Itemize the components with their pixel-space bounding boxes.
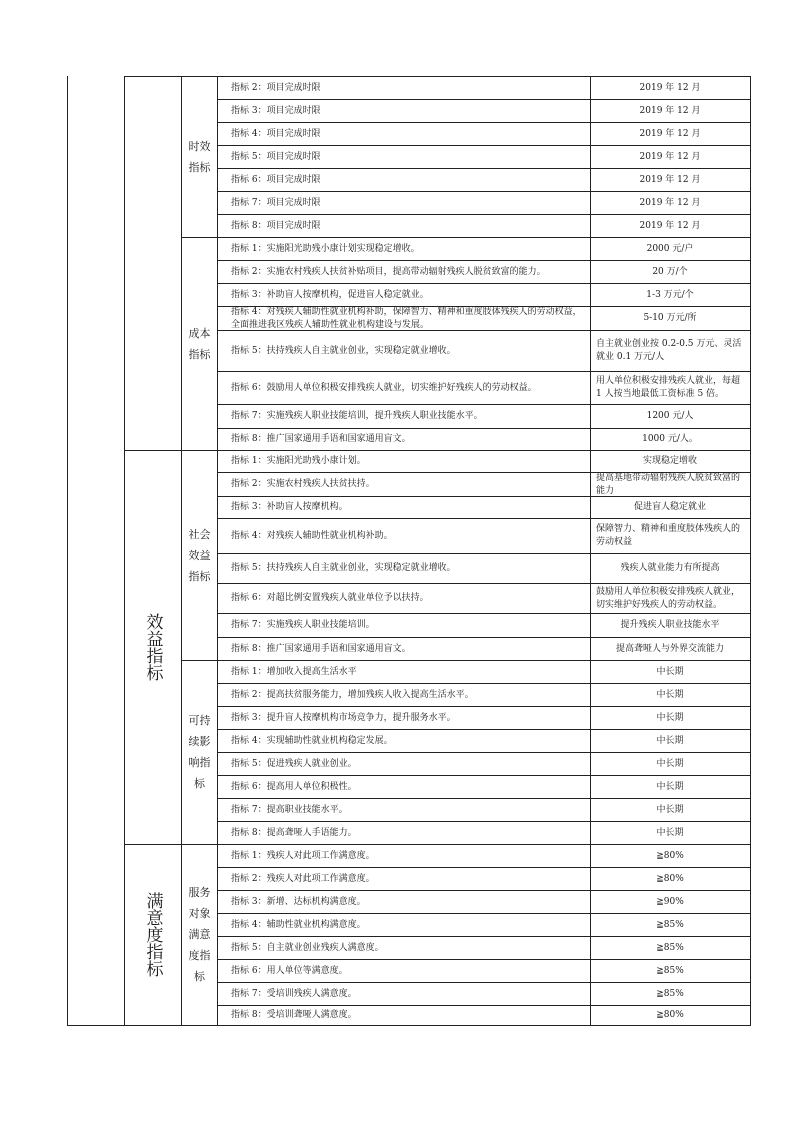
value-cell: ≧85% bbox=[656, 942, 684, 953]
value-cell: 2019 年 12 月 bbox=[639, 128, 701, 139]
indicator-cell: 指标 6：鼓励用人单位积极安排残疾人就业，切实维护好残疾人的劳动权益。 bbox=[231, 382, 537, 393]
value-cell: 2019 年 12 月 bbox=[639, 197, 701, 208]
value-cell: 促进盲人稳定就业 bbox=[633, 502, 706, 512]
value-cell: 中长期 bbox=[656, 735, 684, 746]
indicator-cell: 指标 8：推广国家通用手语和国家通用盲文。 bbox=[231, 643, 411, 654]
table-border bbox=[67, 76, 68, 1026]
indicator-cell: 指标 5：促进残疾人就业创业。 bbox=[231, 758, 357, 769]
indicator-cell: 指标 3：新增、达标机构满意度。 bbox=[231, 896, 366, 907]
indicator-cell: 指标 3：补助盲人按摩机构。 bbox=[231, 502, 348, 512]
indicator-cell: 指标 8：项目完成时限 bbox=[231, 220, 321, 231]
value-cell: 提升残疾人职业技能水平 bbox=[620, 620, 720, 630]
value-cell: 2019 年 12 月 bbox=[639, 220, 701, 231]
indicator-cell: 指标 4：对残疾人辅助性就业机构补助，保障智力、精神和重度肢体残疾人的劳动权益，全面推进我区残疾人辅助性就业机构建设与发展。 bbox=[231, 307, 582, 330]
indicator-cell: 指标 5：扶持残疾人自主就业创业，实现稳定就业增收。 bbox=[231, 563, 456, 573]
section-label: 效益指标 bbox=[142, 613, 163, 681]
value-cell: ≧80% bbox=[656, 873, 684, 884]
subgroup-label: 服务 对象 满意 度指 标 bbox=[188, 886, 211, 983]
indicator-cell: 指标 2：实施农村残疾人扶贫补贴项目，提高带动辐射残疾人脱贫致富的能力。 bbox=[231, 266, 546, 277]
value-cell: ≧85% bbox=[656, 919, 684, 930]
indicator-cell: 指标 3：提升盲人按摩机构市场竞争力，提升服务水平。 bbox=[231, 712, 456, 723]
subgroup-label: 时效 指标 bbox=[188, 139, 211, 174]
indicator-cell: 指标 1：增加收入提高生活水平 bbox=[231, 666, 357, 677]
indicator-cell: 指标 3：项目完成时限 bbox=[231, 105, 321, 116]
value-cell: ≧85% bbox=[656, 965, 684, 976]
value-cell: 20 万/个 bbox=[652, 266, 688, 277]
indicator-cell: 指标 3：补助盲人按摩机构，促进盲人稳定就业。 bbox=[231, 289, 429, 300]
indicator-cell: 指标 4：实现辅助性就业机构稳定发展。 bbox=[231, 735, 393, 746]
indicator-cell: 指标 4：项目完成时限 bbox=[231, 128, 321, 139]
indicator-cell: 指标 4：对残疾人辅助性就业机构补助。 bbox=[231, 530, 393, 541]
value-cell: 中长期 bbox=[656, 781, 684, 792]
value-cell: 保障智力、精神和重度肢体残疾人的劳动权益 bbox=[596, 524, 741, 547]
subgroup-label: 可持 续影 响指 标 bbox=[188, 714, 211, 790]
value-cell: 2000 元/户 bbox=[646, 243, 694, 254]
value-cell: 1200 元/人 bbox=[646, 411, 694, 421]
indicator-cell: 指标 7：项目完成时限 bbox=[231, 197, 321, 208]
indicator-cell: 指标 6：用人单位等满意度。 bbox=[231, 965, 348, 976]
indicator-cell: 指标 5：项目完成时限 bbox=[231, 151, 321, 162]
value-cell: 中长期 bbox=[656, 758, 684, 769]
indicator-cell: 指标 1：实施阳光助残小康计划。 bbox=[231, 456, 366, 466]
value-cell: 2019 年 12 月 bbox=[639, 105, 701, 116]
indicator-cell: 指标 1：实施阳光助残小康计划实现稳定增收。 bbox=[231, 243, 420, 254]
value-cell: ≧80% bbox=[656, 850, 684, 861]
value-cell: 1-3 万元/个 bbox=[646, 289, 694, 300]
value-cell: 实现稳定增收 bbox=[642, 456, 697, 466]
indicator-cell: 指标 7：实施残疾人职业技能培训，提升残疾人职业技能水平。 bbox=[231, 411, 483, 421]
value-cell: 残疾人就业能力有所提高 bbox=[620, 563, 720, 573]
value-cell: 提高聋哑人与外界交流能力 bbox=[615, 643, 724, 654]
indicator-cell: 指标 6：提高用人单位积极性。 bbox=[231, 781, 357, 792]
value-cell: 5-10 万元/所 bbox=[643, 313, 697, 323]
indicator-cell: 指标 6：项目完成时限 bbox=[231, 174, 321, 185]
subgroup-label: 社会 效益 指标 bbox=[188, 527, 211, 583]
value-cell: 鼓励用人单位积极安排残疾人就业，切实维护好残疾人的劳动权益。 bbox=[596, 586, 741, 610]
value-cell: 用人单位积极安排残疾人就业，每超 1 人按当地最低工资标准 5 倍。 bbox=[596, 376, 741, 399]
indicator-cell: 指标 4：辅助性就业机构满意度。 bbox=[231, 919, 366, 930]
value-cell: 中长期 bbox=[656, 689, 684, 700]
value-cell: 中长期 bbox=[656, 712, 684, 723]
indicator-cell: 指标 2：残疾人对此项工作满意度。 bbox=[231, 873, 375, 884]
section-label: 满意度指标 bbox=[142, 892, 163, 977]
table-border bbox=[750, 76, 751, 1026]
section-label bbox=[124, 76, 181, 450]
value-cell: 自主就业创业按 0.2-0.5 万元、灵活就业 0.1 万元/人 bbox=[596, 339, 742, 362]
value-cell: 中长期 bbox=[656, 827, 684, 838]
table-border bbox=[67, 1025, 751, 1026]
indicator-cell: 指标 7：提高职业技能水平。 bbox=[231, 804, 348, 815]
indicator-cell: 指标 1：残疾人对此项工作满意度。 bbox=[231, 850, 375, 861]
value-cell: 中长期 bbox=[656, 666, 684, 677]
indicator-cell: 指标 2：提高扶贫服务能力，增加残疾人收入提高生活水平。 bbox=[231, 689, 474, 700]
subgroup-label: 成本 指标 bbox=[188, 326, 211, 361]
indicator-cell: 指标 2：项目完成时限 bbox=[231, 82, 321, 93]
value-cell: 2019 年 12 月 bbox=[639, 174, 701, 185]
value-cell: 1000 元/人。 bbox=[642, 434, 698, 444]
indicator-cell: 指标 6：对超比例安置残疾人就业单位予以扶持。 bbox=[231, 593, 429, 603]
indicator-cell: 指标 8：推广国家通用手语和国家通用盲文。 bbox=[231, 434, 411, 444]
value-cell: 2019 年 12 月 bbox=[639, 82, 701, 93]
value-cell: 中长期 bbox=[656, 804, 684, 815]
indicator-cell: 指标 7：受培训残疾人满意度。 bbox=[231, 988, 357, 999]
indicator-cell: 指标 7：实施残疾人职业技能培训。 bbox=[231, 620, 375, 630]
indicator-cell: 指标 2：实施农村残疾人扶贫扶持。 bbox=[231, 479, 375, 489]
value-cell: 2019 年 12 月 bbox=[639, 151, 701, 162]
indicator-cell: 指标 5：扶持残疾人自主就业创业，实现稳定就业增收。 bbox=[231, 345, 456, 356]
indicator-cell: 指标 5：自主就业创业残疾人满意度。 bbox=[231, 942, 384, 953]
indicator-cell: 指标 8：提高聋哑人手语能力。 bbox=[231, 827, 357, 838]
indicator-cell: 指标 8：受培训聋哑人满意度。 bbox=[231, 1010, 357, 1020]
value-cell: ≧90% bbox=[656, 896, 684, 907]
value-cell: 提高基地带动辐射残疾人脱贫致富的能力 bbox=[596, 473, 741, 496]
value-cell: ≧85% bbox=[656, 988, 684, 999]
value-cell: ≧80% bbox=[656, 1010, 684, 1020]
